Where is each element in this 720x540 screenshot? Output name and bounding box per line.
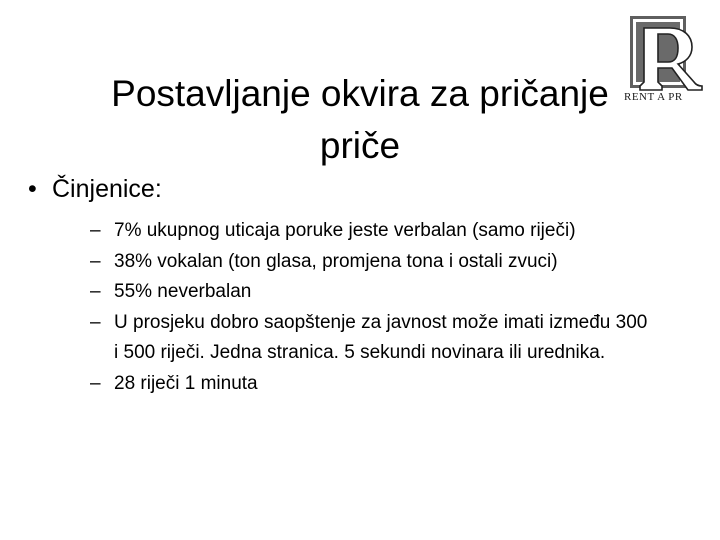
sub-bullet-list [90, 216, 690, 399]
r-logo-mark-icon [630, 16, 704, 94]
list-item [90, 308, 654, 369]
list-item [90, 369, 690, 400]
list-item-text: 38% vokalan (ton glasa, promjena tona i ostali zvuci) [114, 250, 558, 272]
list-item-text: U prosjeku dobro saopštenje za javnost može imati između 300 i 500 riječi. Jedna stranica. 5 sekundi novinara ili urednika. [114, 311, 648, 363]
list-item [90, 216, 690, 247]
slide-title-line-2: priče [319, 125, 401, 166]
dash-marker: – [90, 311, 101, 333]
slide-title [60, 68, 660, 172]
list-item-text: 28 riječi 1 minuta [114, 372, 258, 394]
list-item-text: 55% neverbalan [114, 281, 252, 302]
rent-a-pr-logo [624, 14, 720, 108]
main-bullet [28, 172, 162, 206]
list-item [90, 277, 690, 308]
dash-marker: – [90, 250, 101, 272]
logo-caption: RENT A PR [624, 91, 683, 103]
list-item-text: 7% ukupnog uticaja poruke jeste verbalan (samo riječi) [114, 220, 576, 241]
dash-marker: – [90, 220, 101, 241]
main-bullet-text: Činjenice: [52, 175, 162, 203]
dash-marker: – [90, 281, 101, 302]
bullet-marker: • [28, 175, 37, 203]
list-item [90, 247, 690, 278]
dash-marker: – [90, 372, 101, 394]
slide-title-line-1: Postavljanje okvira za pričanje [111, 73, 609, 114]
